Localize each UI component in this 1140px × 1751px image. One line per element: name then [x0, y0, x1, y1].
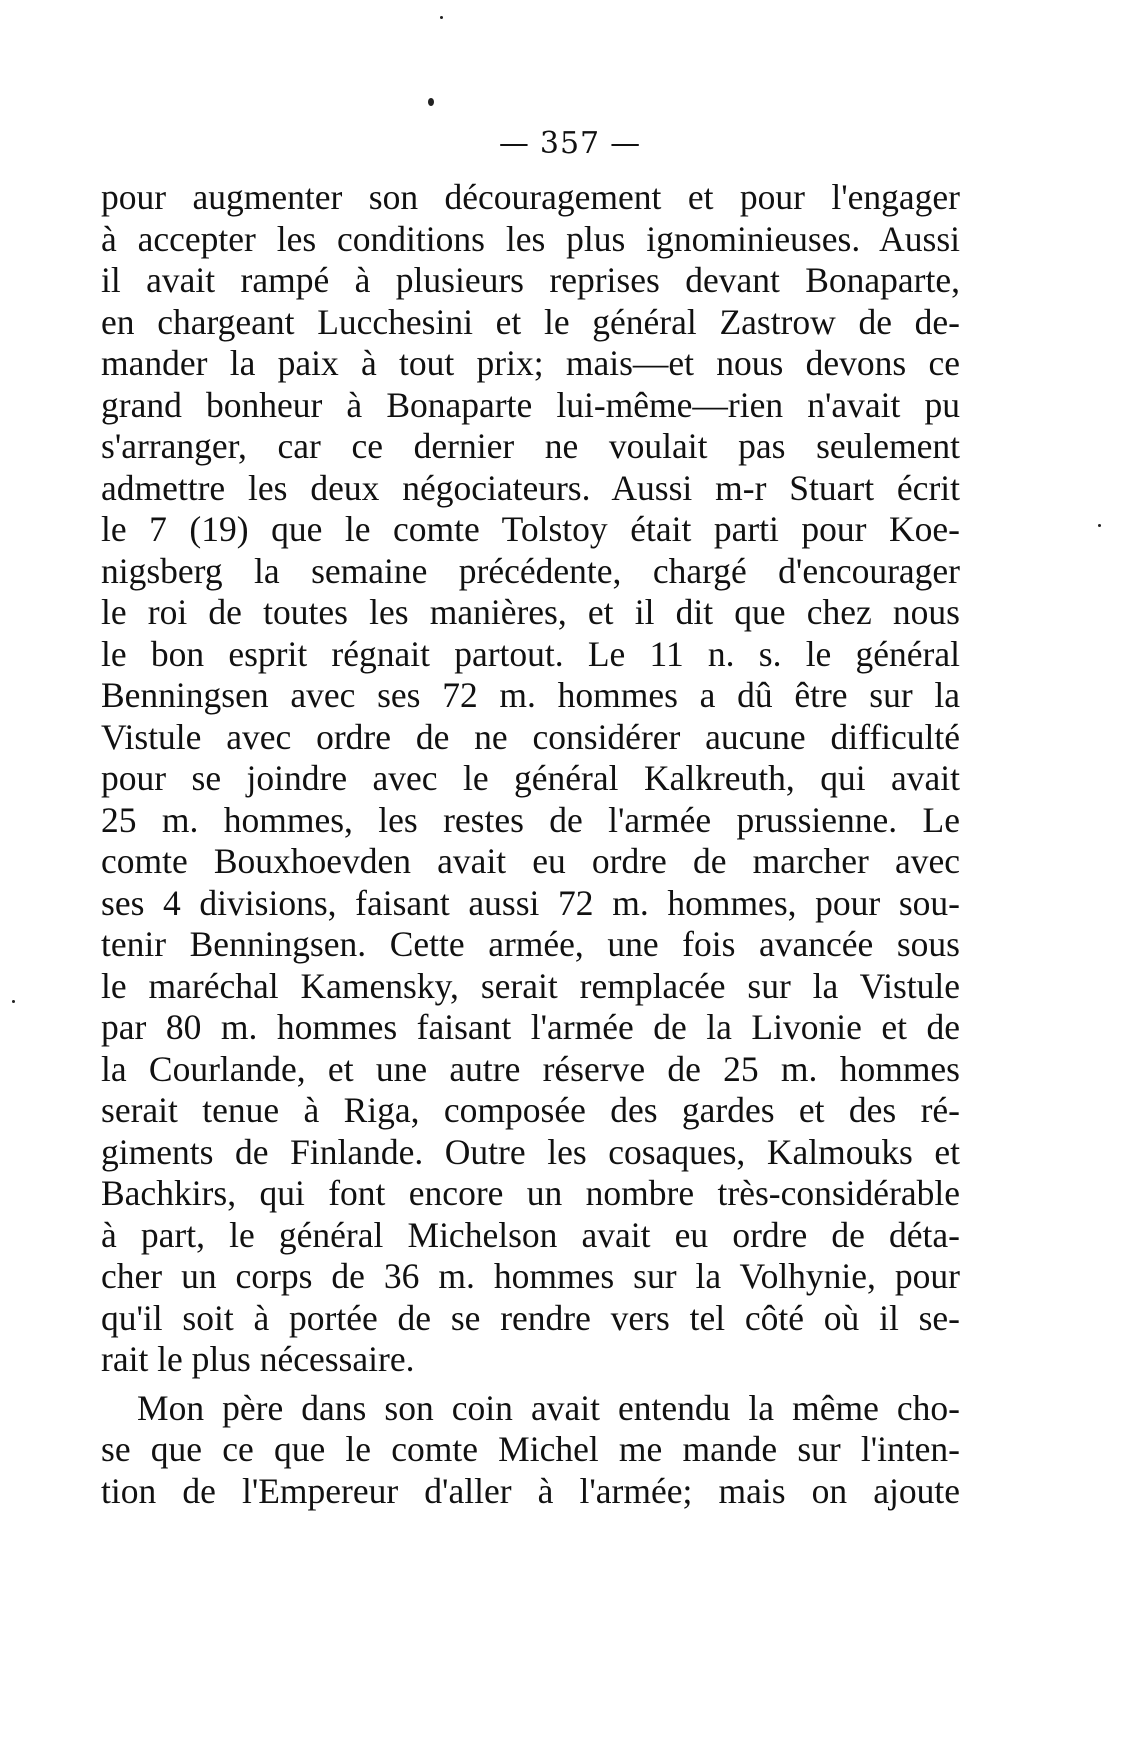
- text-line: cher un corps de 36 m. hommes sur la Volhynie, pour: [101, 1256, 960, 1296]
- text-line: tion de l'Empereur d'aller à l'armée; mais on ajoute: [101, 1470, 960, 1511]
- text-line: se que ce que le comte Michel me mande sur l'inten-: [101, 1429, 960, 1469]
- text-line: Benningsen avec ses 72 m. hommes a dû être sur la: [101, 675, 960, 715]
- text-line: admettre les deux négociateurs. Aussi m-r Stuart écrit: [101, 467, 960, 508]
- print-speck: [428, 98, 434, 106]
- text-line: comte Bouxhoevden avait eu ordre de marcher avec: [101, 841, 960, 881]
- text-line: tenir Benningsen. Cette armée, une fois avancée sous: [101, 924, 960, 964]
- paragraph-gap: [101, 1381, 960, 1388]
- text-line: la Courlande, et une autre réserve de 25 m. hommes: [101, 1048, 960, 1089]
- body-text: [101, 177, 960, 1512]
- text-line: Bachkirs, qui font encore un nombre très-considérable: [101, 1173, 960, 1213]
- page-number-dash-left: —: [498, 126, 530, 161]
- text-line: par 80 m. hommes faisant l'armée de la Livonie et de: [101, 1007, 960, 1047]
- print-speck: [1098, 524, 1101, 527]
- paragraph: [101, 1388, 960, 1513]
- text-line: le bon esprit régnait partout. Le 11 n. s. le général: [101, 633, 960, 674]
- page-number: [0, 126, 1140, 161]
- text-line: le maréchal Kamensky, serait remplacée sur la Vistule: [101, 965, 960, 1006]
- text-line: grand bonheur à Bonaparte lui-même—rien n'avait pu: [101, 384, 960, 425]
- text-line: le roi de toutes les manières, et il dit que chez nous: [101, 592, 960, 632]
- text-line: ses 4 divisions, faisant aussi 72 m. hommes, pour sou-: [101, 882, 960, 923]
- text-line: mander la paix à tout prix; mais—et nous devons ce: [101, 343, 960, 383]
- text-line: giments de Finlande. Outre les cosaques, Kalmouks et: [101, 1131, 960, 1172]
- print-speck: [12, 1000, 15, 1003]
- text-line: nigsberg la semaine précédente, chargé d'encourager: [101, 550, 960, 591]
- text-line: à accepter les conditions les plus ignominieuses. Aussi: [101, 218, 960, 259]
- text-line: en chargeant Lucchesini et le général Zastrow de de-: [101, 301, 960, 342]
- text-line: Vistule avec ordre de ne considérer aucune difficulté: [101, 716, 960, 757]
- text-line: pour augmenter son découragement et pour l'engager: [101, 177, 960, 217]
- text-line: 25 m. hommes, les restes de l'armée prussienne. Le: [101, 799, 960, 840]
- text-line: pour se joindre avec le général Kalkreuth, qui avait: [101, 758, 960, 798]
- text-line: Mon père dans son coin avait entendu la même cho-: [137, 1387, 960, 1428]
- text-line: serait tenue à Riga, composée des gardes et des ré-: [101, 1090, 960, 1130]
- text-line: rait le plus nécessaire.: [101, 1339, 415, 1379]
- text-line: à part, le général Michelson avait eu ordre de déta-: [101, 1214, 960, 1255]
- text-line: le 7 (19) que le comte Tolstoy était parti pour Koe-: [101, 509, 960, 549]
- page-number-value: 357: [539, 126, 601, 161]
- paragraph: [101, 177, 960, 1381]
- text-line: il avait rampé à plusieurs reprises devant Bonaparte,: [101, 260, 960, 300]
- page-number-dash-right: —: [610, 126, 642, 161]
- text-line: s'arranger, car ce dernier ne voulait pas seulement: [101, 426, 960, 466]
- print-speck: [440, 16, 443, 19]
- text-line: qu'il soit à portée de se rendre vers tel côté où il se-: [101, 1297, 960, 1338]
